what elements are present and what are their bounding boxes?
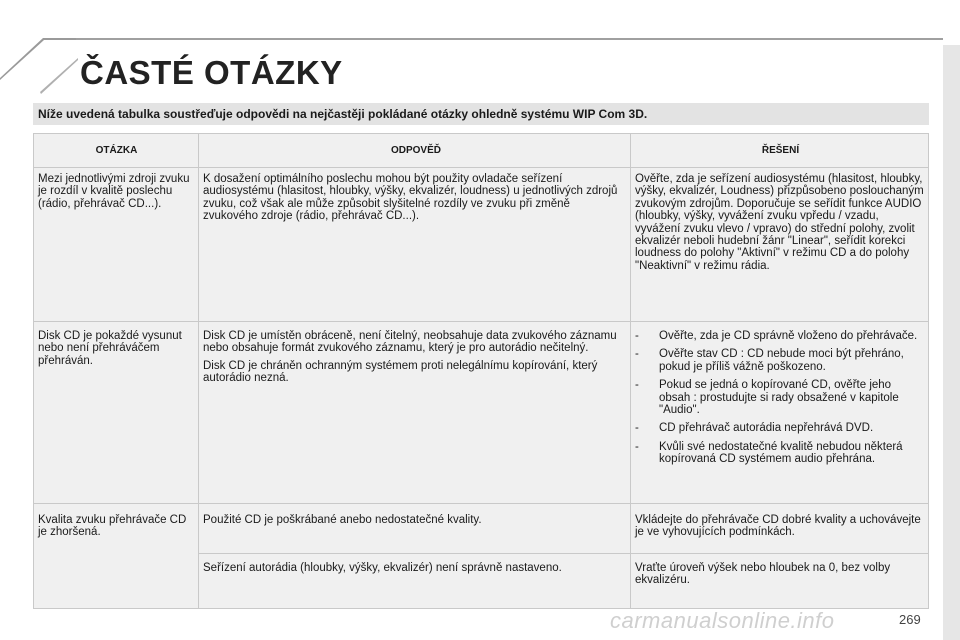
list-item: - CD přehrávač autorádia nepřehrává DVD. bbox=[635, 422, 874, 435]
row-divider bbox=[34, 503, 928, 504]
solution-bullet-list bbox=[635, 330, 925, 466]
row-divider bbox=[34, 167, 928, 168]
row4-answer: Seřízení autorádia (hloubky, výšky, ekvalizér) není správně nastaveno. bbox=[203, 562, 562, 574]
row2-solution bbox=[635, 330, 925, 472]
faq-table bbox=[33, 133, 929, 609]
row3-question: Kvalita zvuku přehrávače CD je zhoršená. bbox=[38, 514, 187, 539]
list-item: - Ověřte stav CD : CD nebude moci být přehráno, pokud je příliš vážně poškozeno. bbox=[635, 348, 904, 373]
list-item: - Ověřte, zda je CD správně vloženo do přehrávače. bbox=[635, 330, 918, 342]
column-divider bbox=[198, 134, 199, 608]
header-question: OTÁZKA bbox=[95, 145, 138, 156]
list-item: - Pokud se jedná o kopírované CD, ověřte jeho obsah : prostudujte si rady obsažené v kapitole "Audio". bbox=[635, 379, 899, 417]
page-edge-bar bbox=[943, 45, 960, 640]
row-divider bbox=[34, 321, 928, 322]
header-answer: ODPOVĚĎ bbox=[390, 145, 441, 156]
row1-solution: Ověřte, zda je seřízení audiosystému (hlasitost, hloubky, výšky, ekvalizér, Loudness) přizpůsobeno poslouchaným zvukovým zdrojům. Doporučuje se seřídit funkce AUDIO (hloubky, výšky, vyvážení zvuku vpředu / vzadu, vyvážení zvuku vlevo / vpravo) do střední polohy, zvolit ekvalizér neboli hudební žánr "Linear", seřídit korekci loudness do polohy "Aktivní" v režimu CD a do polohy "Neaktivní" v režimu rádia. bbox=[635, 173, 924, 272]
row1-question: Mezi jednotlivými zdroji zvuku je rozdíl v kvalitě poslechu (rádio, přehrávač CD...). bbox=[38, 173, 190, 210]
row3-answer: Použité CD je poškrábané anebo nedostatečné kvality. bbox=[203, 514, 482, 526]
row2-answer-p1: Disk CD je umístěn obráceně, není čitelný, neobsahuje data zvukového záznamu nebo obsahuje formát zvukového záznamu, který je pro autorádio nečitelný. bbox=[203, 330, 617, 355]
intro-text: Níže uvedená tabulka soustřeďuje odpovědi na nejčastěji pokládané otázky ohledně systému WIP Com 3D. bbox=[33, 103, 929, 125]
watermark: carmanualsonline.info bbox=[610, 608, 835, 633]
row4-solution: Vraťte úroveň výšek nebo hloubek na 0, bez volby ekvalizéru. bbox=[635, 562, 891, 587]
page-title: ČASTÉ OTÁZKY bbox=[80, 54, 343, 91]
list-item: - Kvůli své nedostatečné kvalitě nebudou některá kopírovaná CD systémem audio přehrána. bbox=[635, 440, 903, 466]
column-divider bbox=[630, 134, 631, 608]
row3-solution: Vkládejte do přehrávače CD dobré kvality a uchovávejte je ve vyhovujících podmínkách. bbox=[635, 514, 921, 539]
row2-answer bbox=[203, 330, 625, 385]
row1-answer: K dosažení optimálního poslechu mohou být použity ovladače seřízení audiosystému (hlasitost, hloubky, výšky, ekvalizér, loudness) u jednotlivých zdrojů zvuku, což však ale může způsobit slyšitelné rozdíly ve zvuku při změně zvukového zdroje (rádio, přehrávač CD...). bbox=[203, 173, 618, 223]
row-divider bbox=[198, 553, 928, 554]
row2-answer-p2: Disk CD je chráněn ochranným systémem proti nelegálnímu kopírování, který autorádio nezná. bbox=[203, 359, 598, 385]
header-solution: ŘEŠENÍ bbox=[761, 145, 800, 156]
page-number: 269 bbox=[899, 612, 921, 627]
row2-question: Disk CD je pokaždé vysunut nebo není přehráváčem přehráván. bbox=[38, 330, 182, 367]
